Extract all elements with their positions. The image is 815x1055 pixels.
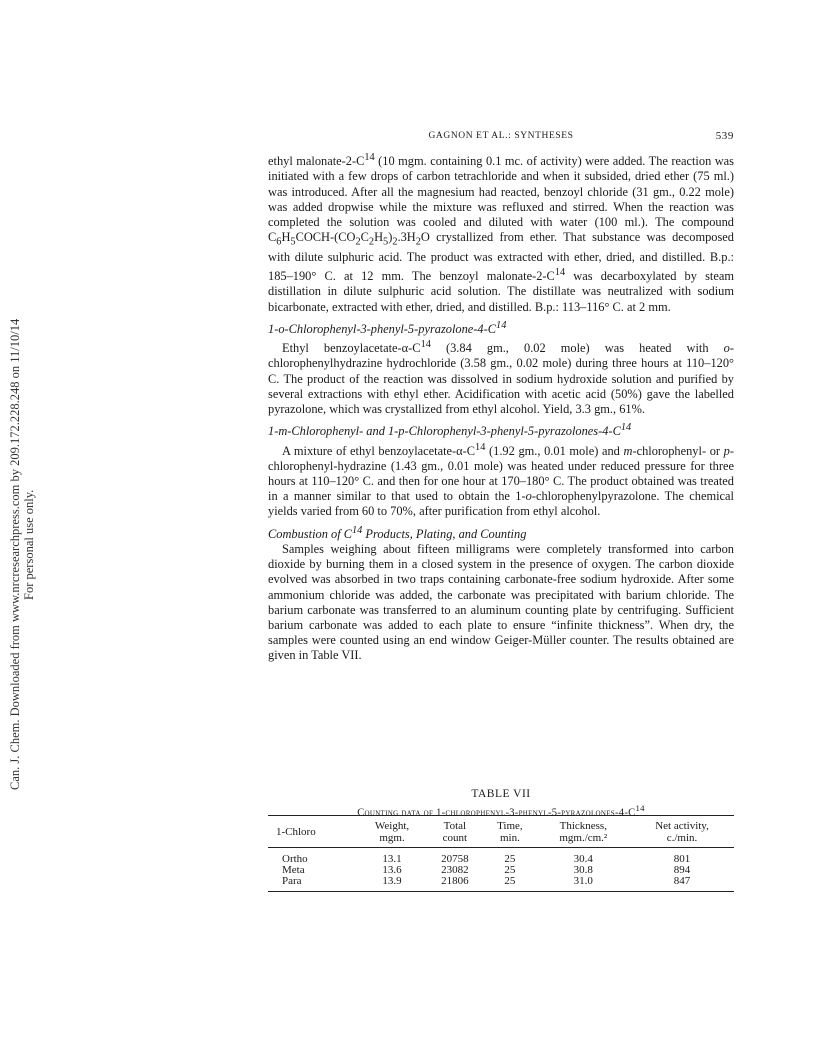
- column-header: Weight, mgm.: [374, 820, 410, 844]
- page-header: [268, 131, 734, 147]
- table-cell: 23082: [441, 863, 469, 876]
- table-cell: 25: [504, 863, 516, 876]
- table-header-row: [268, 816, 734, 848]
- table-caption: Counting data of $1-chlorophenyl-3-phenyl-5-pyrazolones-4-C^{14}$: [357, 803, 645, 819]
- counting-data-table: [268, 815, 734, 892]
- table-cell: 30.8: [573, 863, 593, 876]
- section-heading-meta-para: 1-m-Chlorophenyl- and $1-p-Chlorophenyl-3-phenyl-5-pyrazolones-4-C^{14}$: [268, 422, 632, 439]
- table-row: [268, 865, 734, 876]
- table-cell: 13.9: [382, 874, 402, 887]
- table-cell: 25: [504, 874, 516, 887]
- table-cell: 847: [673, 874, 691, 887]
- section-heading-combustion: Combustion of $C^{14}$ Products, Plating, and Counting: [268, 524, 527, 541]
- paragraph-ortho-synthesis: Ethyl benzoylacetate-$\alpha-C^{14}$ (3.84 gm., 0.02 mole) was heated with o-chlorophenylhydrazine hydrochloride (3.58 gm., 0.02 mole) during three hours at 110–120° C. The product of the reaction was dissolved in sodium hydroxide solution and purified by several extractions with ethyl ether. Acidification with acetic acid (50%) gave the labelled pyrazolone, which was crystallized from ethyl alcohol. Yield, 3.3 gm., 61%.: [268, 339, 734, 417]
- table-cell: 31.0: [573, 874, 593, 887]
- paragraph-meta-para-synthesis: A mixture of ethyl benzoylacetate-$\alpha-C^{14}$ (1.92 gm., 0.01 mole) and m-chlorophenyl- or p-chlorophenyl-hydrazine (1.43 gm., 0.01 mole) was heated under reduced pressure for three hours at 110–120° C. and then for one hour at 170–180° C. The product obtained was treated in a manner similar to that used to obtain the 1-o-chlorophenylpyrazolone. The chemical yields varied from 60 to 70%, after purification from ethyl alcohol.: [268, 441, 734, 519]
- column-header: Net activity, c./min.: [655, 820, 709, 844]
- paragraph-combustion: Samples weighing about fifteen milligrams were completely transformed into carbon dioxide by burning them in a closed system in the presence of oxygen. The carbon dioxide evolved was absorbed in two traps containing carbonate-free sodium hydroxide. After some ammonium chloride was added, the carbonate was precipitated with barium chloride. The barium carbonate was transferred to an aluminum counting plate by centrifuging. Sufficient barium carbonate was added to each plate to ensure “infinite thickness”. When dry, the samples were counted using an end window Geiger-Müller counter. The results obtained are given in Table VII.: [268, 542, 734, 663]
- column-header: Time, min.: [497, 820, 523, 844]
- download-notice: Can. J. Chem. Downloaded from www.nrcresearchpress.com by 209.172.228.248 on 11/10/14: [8, 318, 22, 790]
- table-cell: 894: [673, 863, 691, 876]
- column-header: Thickness, mgm./cm.²: [559, 820, 608, 844]
- table-cell: 20758: [441, 853, 469, 865]
- personal-use-notice: For personal use only.: [22, 489, 36, 600]
- column-header: 1-Chloro: [276, 826, 316, 838]
- table-cell: 801: [673, 853, 691, 865]
- running-head: GAGNON ET AL.: SYNTHESES: [428, 131, 574, 141]
- table-row: [268, 876, 734, 892]
- table-label: TABLE VII: [471, 788, 531, 800]
- table-cell: Ortho: [282, 853, 308, 865]
- paragraph-malonate: ethyl malonate-$2-C^{14}$ (10 mgm. containing 0.1 mc. of activity) were added. The reaction was initiated with a few drops of carbon tetrachloride and when it subsided, dried ether (75 ml.) was introduced. After all the magnesium had reacted, benzoyl chloride (31 gm., 0.22 mole) was added dropwise while the mixture was refluxed and stirred. When the reaction was completed the solution was cooled and diluted with water (100 ml.). The compound $C_6H_5COCH-(CO_2C_2H_5)_2.3H_2O$ crystallized from ether. That substance was decomposed with dilute sulphuric acid. The product was extracted with ether, dried, and distilled. B.p.: 185–190° C. at 12 mm. The benzoyl malonate-$2-C^{14}$ was decarboxylated by steam distillation in dilute sulphuric acid solution. The distillate was neutralized with sodium bicarbonate, extracted with ether, dried, and distilled. B.p.: 113–116° C. at 2 mm.: [268, 152, 735, 314]
- table-cell: 13.6: [382, 863, 402, 876]
- table-row: [268, 848, 734, 865]
- section-heading-ortho: $1-o-Chlorophenyl-3-phenyl-5-pyrazolone-4-C^{14}$: [268, 319, 507, 336]
- table-cell: 30.4: [573, 853, 593, 865]
- article-body: [268, 150, 734, 664]
- page-number: 539: [715, 130, 734, 142]
- table-caption-block: [268, 788, 734, 819]
- table-cell: 13.1: [382, 853, 402, 865]
- table-cell: 21806: [441, 874, 469, 887]
- column-header: Total count: [442, 820, 468, 844]
- download-watermark: [2, 270, 38, 790]
- table-cell: 25: [504, 853, 516, 865]
- table-cell: Meta: [282, 863, 305, 876]
- table-cell: Para: [282, 874, 302, 887]
